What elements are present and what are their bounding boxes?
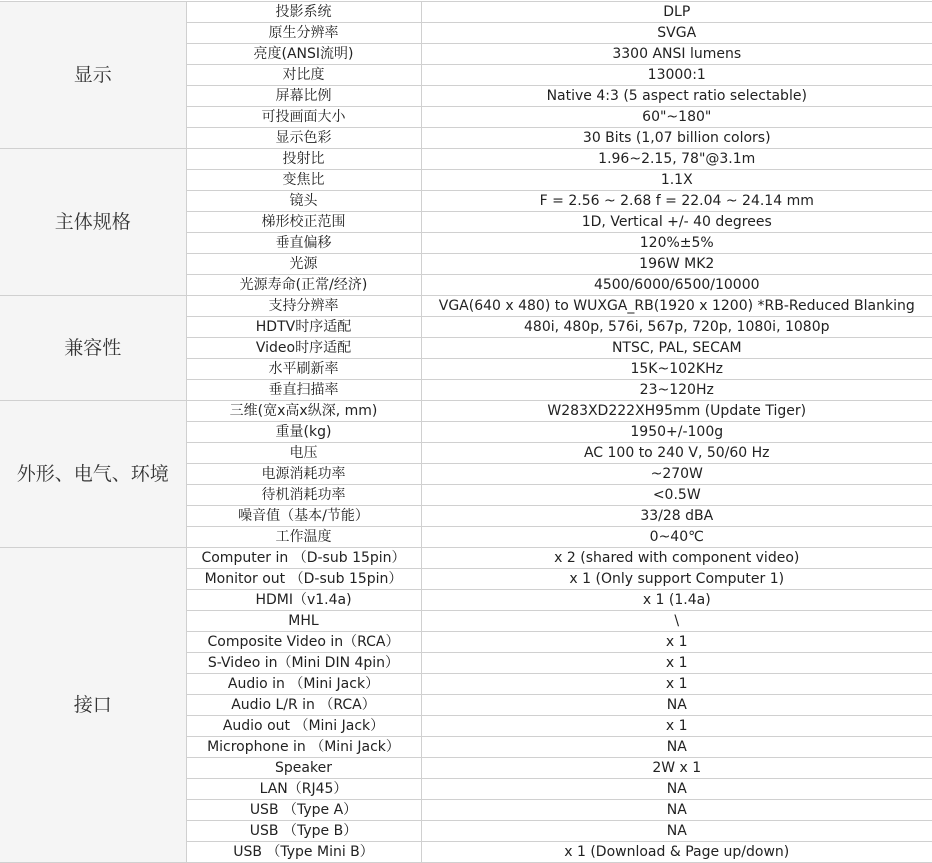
table-row: [0, 2, 932, 23]
spec-value: 15K~102KHz: [421, 359, 932, 380]
section-heading: 兼容性: [0, 296, 186, 401]
spec-value: F = 2.56 ~ 2.68 f = 22.04 ~ 24.14 mm: [421, 191, 932, 212]
spec-label: 三维(宽x高x纵深, mm): [186, 401, 421, 422]
spec-value: NTSC, PAL, SECAM: [421, 338, 932, 359]
spec-label: USB （Type B）: [186, 821, 421, 842]
spec-value: x 1: [421, 632, 932, 653]
spec-label: 投影系统: [186, 2, 421, 23]
spec-value: 1950+/-100g: [421, 422, 932, 443]
section-heading: 主体规格: [0, 149, 186, 296]
spec-label: 待机消耗功率: [186, 485, 421, 506]
spec-label: S-Video in（Mini DIN 4pin）: [186, 653, 421, 674]
spec-value: 0~40℃: [421, 527, 932, 548]
spec-label: 噪音值（基本/节能）: [186, 506, 421, 527]
table-row: [0, 548, 932, 569]
spec-value: x 1 (Only support Computer 1): [421, 569, 932, 590]
section-heading: 接口: [0, 548, 186, 863]
spec-label: 可投画面大小: [186, 107, 421, 128]
spec-value: SVGA: [421, 23, 932, 44]
spec-label: Audio out （Mini Jack）: [186, 716, 421, 737]
spec-value: 196W MK2: [421, 254, 932, 275]
spec-value: 1D, Vertical +/- 40 degrees: [421, 212, 932, 233]
spec-label: 电压: [186, 443, 421, 464]
spec-value: 23~120Hz: [421, 380, 932, 401]
spec-label: HDMI（v1.4a): [186, 590, 421, 611]
spec-label: Speaker: [186, 758, 421, 779]
spec-value: 480i, 480p, 576i, 567p, 720p, 1080i, 1080p: [421, 317, 932, 338]
spec-table: [0, 1, 932, 863]
spec-label: 梯形校正范围: [186, 212, 421, 233]
spec-value: x 1: [421, 716, 932, 737]
spec-label: Video时序适配: [186, 338, 421, 359]
spec-value: NA: [421, 779, 932, 800]
spec-label: 镜头: [186, 191, 421, 212]
spec-value: NA: [421, 821, 932, 842]
spec-value: 4500/6000/6500/10000: [421, 275, 932, 296]
spec-value: 1.96~2.15, 78"@3.1m: [421, 149, 932, 170]
spec-value: Native 4:3 (5 aspect ratio selectable): [421, 86, 932, 107]
spec-label: 原生分辨率: [186, 23, 421, 44]
spec-value: 13000:1: [421, 65, 932, 86]
spec-label: 垂直偏移: [186, 233, 421, 254]
spec-label: 工作温度: [186, 527, 421, 548]
spec-label: 对比度: [186, 65, 421, 86]
spec-value: x 1 (1.4a): [421, 590, 932, 611]
spec-value: x 1 (Download & Page up/down): [421, 842, 932, 863]
table-row: [0, 296, 932, 317]
spec-value: x 1: [421, 674, 932, 695]
spec-table-body: [0, 2, 932, 863]
spec-label: USB （Type Mini B）: [186, 842, 421, 863]
spec-label: Audio in （Mini Jack）: [186, 674, 421, 695]
spec-label: 光源寿命(正常/经济): [186, 275, 421, 296]
spec-value: 1.1X: [421, 170, 932, 191]
spec-label: Microphone in （Mini Jack）: [186, 737, 421, 758]
spec-value: NA: [421, 800, 932, 821]
spec-label: HDTV时序适配: [186, 317, 421, 338]
spec-label: 投射比: [186, 149, 421, 170]
spec-value: 120%±5%: [421, 233, 932, 254]
spec-label: Computer in （D-sub 15pin）: [186, 548, 421, 569]
spec-value: W283XD222XH95mm (Update Tiger): [421, 401, 932, 422]
spec-label: 电源消耗功率: [186, 464, 421, 485]
spec-value: AC 100 to 240 V, 50/60 Hz: [421, 443, 932, 464]
spec-label: 变焦比: [186, 170, 421, 191]
spec-value: 33/28 dBA: [421, 506, 932, 527]
spec-label: 屏幕比例: [186, 86, 421, 107]
spec-label: Composite Video in（RCA）: [186, 632, 421, 653]
spec-value: NA: [421, 695, 932, 716]
spec-label: Monitor out （D-sub 15pin）: [186, 569, 421, 590]
spec-value: ~270W: [421, 464, 932, 485]
table-row: [0, 149, 932, 170]
spec-label: 亮度(ANSI流明): [186, 44, 421, 65]
spec-label: 重量(kg): [186, 422, 421, 443]
spec-label: USB （Type A）: [186, 800, 421, 821]
spec-label: MHL: [186, 611, 421, 632]
spec-value: VGA(640 x 480) to WUXGA_RB(1920 x 1200) *RB-Reduced Blanking: [421, 296, 932, 317]
section-heading: 外形、电气、环境: [0, 401, 186, 548]
spec-value: 3300 ANSI lumens: [421, 44, 932, 65]
spec-label: 水平刷新率: [186, 359, 421, 380]
spec-value: \: [421, 611, 932, 632]
spec-label: Audio L/R in （RCA）: [186, 695, 421, 716]
spec-label: 垂直扫描率: [186, 380, 421, 401]
table-row: [0, 401, 932, 422]
spec-label: 光源: [186, 254, 421, 275]
spec-value: x 1: [421, 653, 932, 674]
spec-label: 支持分辨率: [186, 296, 421, 317]
spec-value: 60"~180": [421, 107, 932, 128]
section-heading: 显示: [0, 2, 186, 149]
spec-value: 2W x 1: [421, 758, 932, 779]
spec-label: LAN（RJ45）: [186, 779, 421, 800]
spec-value: DLP: [421, 2, 932, 23]
spec-value: NA: [421, 737, 932, 758]
spec-value: 30 Bits (1,07 billion colors): [421, 128, 932, 149]
spec-value: x 2 (shared with component video): [421, 548, 932, 569]
spec-label: 显示色彩: [186, 128, 421, 149]
spec-value: <0.5W: [421, 485, 932, 506]
